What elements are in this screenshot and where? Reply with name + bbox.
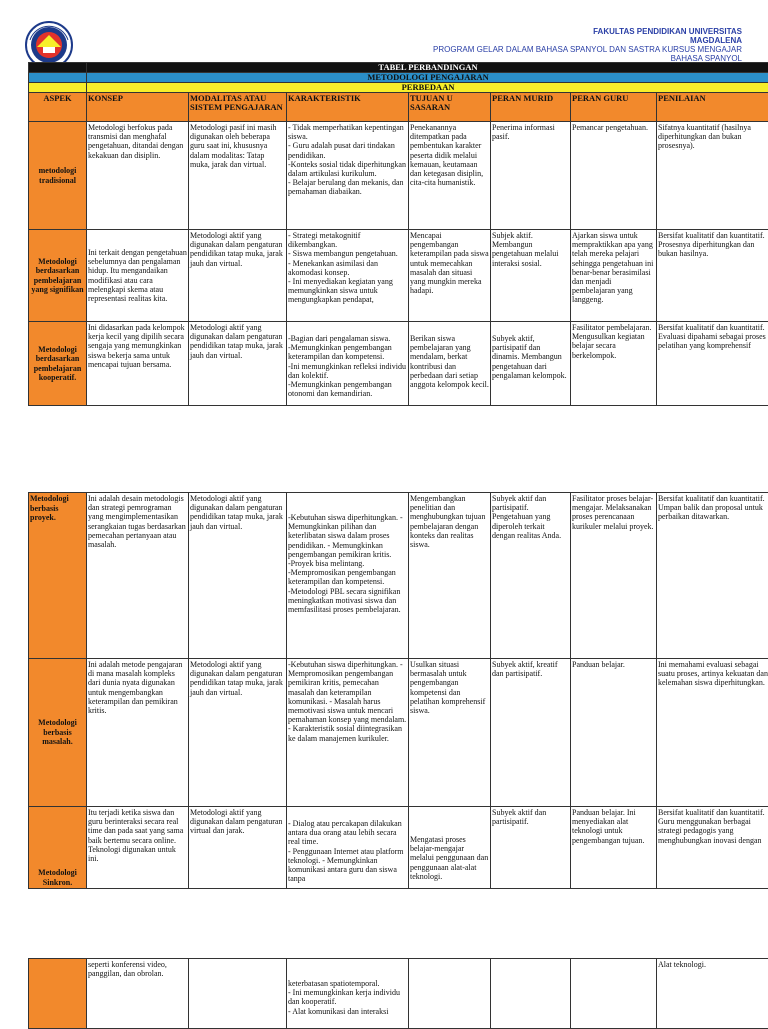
- cell-modalitas: Metodologi aktif yang digunakan dalam pengaturan pendidikan tatap muka, jarak jauh dan virtual.: [189, 322, 287, 406]
- table-title: TABEL PERBANDINGAN: [87, 63, 768, 73]
- cell-guru: Fasilitator pembelajaran. Mengusulkan kegiatan belajar secara berkelompok.: [571, 322, 657, 406]
- cell-konsep: Itu terjadi ketika siswa dan guru berinteraksi secara real time dan pada saat yang sama baik bertemu secara online. Teknologi digunakan untuk ini.: [87, 807, 189, 889]
- header-line-2: MAGDALENA: [362, 36, 742, 45]
- cell-modalitas: Metodologi aktif yang digunakan dalam pengaturan pendidikan tatap muka, jarak jauh dan virtual.: [189, 659, 287, 807]
- table-row: [29, 230, 768, 322]
- col-header-aspek: ASPEK: [29, 93, 87, 122]
- cell-konsep: Ini adalah desain metodologis dan strategi pemrograman yang mengimplementasikan serangkaian tugas berdasarkan pemecahan pertanyaan atau masalah.: [87, 493, 189, 659]
- comparison-table-part-2: [28, 492, 768, 889]
- cell-konsep: seperti konferensi video, panggilan, dan obrolan.: [87, 959, 189, 1029]
- table-row: [29, 493, 768, 659]
- header-line-1: FAKULTAS PENDIDIKAN UNIVERSITAS: [362, 27, 742, 36]
- cell-konsep: Ini terkait dengan pengetahuan sebelumnya dan pengalaman hidup. Itu mengandaikan modifikasi atau cara melengkapi skema atau representasi realitas kita.: [87, 230, 189, 322]
- cell-guru: Panduan belajar.: [571, 659, 657, 807]
- cell-tujuan: Usulkan situasi bermasalah untuk pengembangan kompetensi dan pelatihan komprehensif siswa.: [409, 659, 491, 807]
- table-row: [29, 659, 768, 807]
- row-aspect: [29, 959, 87, 1029]
- cell-murid: Subjek aktif. Membangun pengetahuan melalui interaksi sosial.: [491, 230, 571, 322]
- cell-karakteristik: -Kebutuhan siswa diperhitungkan. -Mempromosikan pengembangan pemikiran kritis, pemecahan masalah dan keterampilan komunikasi. - Masalah harus memotivasi siswa untuk mencari pemahaman konsep yang mendalam. - Karakteristik sosial diintegrasikan ke dalam manajemen kurikuler.: [287, 659, 409, 807]
- col-header-konsep: KONSEP: [87, 93, 189, 122]
- row-aspect: metodologi tradisional: [29, 122, 87, 230]
- cell-konsep: Ini didasarkan pada kelompok kerja kecil yang dipilih secara sengaja yang memungkinkan siswa bekerja sama untuk mencapai tujuan bersama.: [87, 322, 189, 406]
- cell-murid: Subyek aktif dan partisipatif.: [491, 807, 571, 889]
- cell-murid: [491, 959, 571, 1029]
- cell-guru: Pemancar pengetahuan.: [571, 122, 657, 230]
- header-line-3: PROGRAM GELAR DALAM BAHASA SPANYOL DAN SASTRA KURSUS MENGAJAR: [362, 45, 742, 54]
- cell-modalitas: Metodologi aktif yang digunakan dalam pengaturan pendidikan tatap muka, jarak jauh dan virtual.: [189, 493, 287, 659]
- row-aspect: Metodologi Sinkron.: [29, 807, 87, 889]
- cell-karakteristik: -Kebutuhan siswa diperhitungkan. -Memungkinkan pilihan dan keterlibatan siswa dalam proses pendidikan. - Memungkinkan pengembangan pemikiran kritis. -Proyek bisa melintang. -Mempromosikan pengembangan keterampilan dan kompetensi. -Metodologi PBL secara signifikan meningkatkan motivasi siswa dan memfasilitasi proses pembelajaran.: [287, 493, 409, 659]
- table-row: [29, 959, 768, 1029]
- cell-penilaian: Bersifat kualitatif dan kuantitatif. Prosesnya diperhitungkan dan bukan hasilnya.: [657, 230, 768, 322]
- table-subtitle: METODOLOGI PENGAJARAN: [87, 73, 768, 83]
- comparison-table-part-3: [28, 958, 768, 1029]
- cell-penilaian: Bersifat kualitatif dan kuantitatif. Guru menggunakan berbagai strategi pedagogis yang menghubungkan inovasi dengan: [657, 807, 768, 889]
- row-aspect: Metodologi berbasis masalah.: [29, 659, 87, 807]
- col-header-murid: PERAN MURID: [491, 93, 571, 122]
- cell-penilaian: Alat teknologi.: [657, 959, 768, 1029]
- cell-tujuan: [409, 959, 491, 1029]
- cell-guru: Ajarkan siswa untuk mempraktikkan apa yang telah mereka pelajari sehingga pengetahuan ini benar-benar berasimilasi dan menjadi pembelajaran yang langgeng.: [571, 230, 657, 322]
- cell-murid: Subyek aktif dan partisipatif. Pengetahuan yang diperoleh terkait dengan realitas Anda.: [491, 493, 571, 659]
- cell-penilaian: Bersifat kualitatif dan kuantitatif. Evaluasi dipahami sebagai proses pelatihan yang komprehensif: [657, 322, 768, 406]
- col-header-modalitas: MODALITAS ATAU SISTEM PENGAJARAN: [189, 93, 287, 122]
- comparison-table-part-1: [28, 62, 768, 406]
- cell-tujuan: Berikan siswa pembelajaran yang mendalam, berkat kontribusi dan perbedaan dari setiap anggota kelompok kecil.: [409, 322, 491, 406]
- row-aspect: Metodologi berdasarkan pembelajaran kooperatif.: [29, 322, 87, 406]
- cell-guru: [571, 959, 657, 1029]
- cell-murid: Penerima informasi pasif.: [491, 122, 571, 230]
- col-header-tujuan: TUJUAN U SASARAN: [409, 93, 491, 122]
- cell-tujuan: Penekanannya ditempatkan pada pembentukan karakter peserta didik melalui kemauan, keutamaan dan ketegasan disiplin, cita-cita humanistik.: [409, 122, 491, 230]
- cell-modalitas: [189, 959, 287, 1029]
- header-line-4: BAHASA SPANYOL: [362, 54, 742, 63]
- table-row: [29, 807, 768, 889]
- cell-tujuan: Mengatasi proses belajar-mengajar melalui penggunaan dan penggunaan alat-alat teknologi.: [409, 807, 491, 889]
- table-diff-label: PERBEDAAN: [87, 83, 768, 93]
- col-header-penilaian: PENILAIAN: [657, 93, 768, 122]
- cell-guru: Fasilitator proses belajar-mengajar. Melaksanakan proses perencanaan kurikuler melalui proyek.: [571, 493, 657, 659]
- cell-konsep: Metodologi berfokus pada transmisi dan menghafal pengetahuan, ditandai dengan kekakuan dan disiplin.: [87, 122, 189, 230]
- cell-penilaian: Bersifat kualitatif dan kuantitatif. Umpan balik dan proposal untuk perbaikan ditawarkan.: [657, 493, 768, 659]
- cell-murid: Subyek aktif, partisipatif dan dinamis. Membangun pengetahuan dari pengalaman kelompok.: [491, 322, 571, 406]
- cell-guru: Panduan belajar. Ini menyediakan alat teknologi untuk pengembangan tujuan.: [571, 807, 657, 889]
- cell-tujuan: Mencapai pengembangan keterampilan pada siswa untuk memecahkan masalah dan situasi yang mungkin mereka hadapi.: [409, 230, 491, 322]
- cell-karakteristik: - Strategi metakognitif dikembangkan. - Siswa membangun pengetahuan. - Menekankan asimilasi dan akomodasi konsep. - Ini menyediakan kegiatan yang memungkinkan siswa untuk mengungkapkan pendapat,: [287, 230, 409, 322]
- cell-modalitas: Metodologi aktif yang digunakan dalam pengaturan pendidikan tatap muka, jarak jauh dan virtual.: [189, 230, 287, 322]
- cell-konsep: Ini adalah metode pengajaran di mana masalah kompleks dari dunia nyata digunakan untuk mengembangkan keterampilan dan pemikiran kritis.: [87, 659, 189, 807]
- cell-penilaian: Ini memahami evaluasi sebagai suatu proses, artinya kekuatan dan kelemahan siswa diperhitungkan.: [657, 659, 768, 807]
- table-row: [29, 122, 768, 230]
- cell-murid: Subyek aktif, kreatif dan partisipatif.: [491, 659, 571, 807]
- col-header-guru: PERAN GURU: [571, 93, 657, 122]
- cell-karakteristik: keterbatasan spatiotemporal. - Ini memungkinkan kerja individu dan kooperatif. - Alat komunikasi dan interaksi: [287, 959, 409, 1029]
- cell-penilaian: Sifatnya kuantitatif (hasilnya diperhitungkan dan bukan prosesnya).: [657, 122, 768, 230]
- cell-karakteristik: -Bagian dari pengalaman siswa. -Memungkinkan pengembangan keterampilan dan kompetensi. -Ini memungkinkan refleksi individu dan kolektif. -Memungkinkan pengembangan otonomi dan kemandirian.: [287, 322, 409, 406]
- col-header-karakteristik: KARAKTERISTIK: [287, 93, 409, 122]
- table-row: [29, 322, 768, 406]
- cell-karakteristik: - Dialog atau percakapan dilakukan antara dua orang atau lebih secara real time. - Penggunaan Internet atau platform teknologi. - Memungkinkan komunikasi antara guru dan siswa tanpa: [287, 807, 409, 889]
- cell-modalitas: Metodologi aktif yang digunakan dalam pengaturan virtual dan jarak.: [189, 807, 287, 889]
- cell-modalitas: Metodologi pasif ini masih digunakan oleh beberapa guru saat ini, khususnya dalam modalitas: Tatap muka, jarak dan virtual.: [189, 122, 287, 230]
- row-aspect: Metodologi berbasis proyek.: [29, 493, 87, 659]
- cell-karakteristik: - Tidak memperhatikan kepentingan siswa. - Guru adalah pusat dari tindakan pendidikan. -Konteks sosial tidak diperhitungkan dalam artikulasi kurikulum. - Belajar berulang dan mekanis, dan pemahaman diabaikan.: [287, 122, 409, 230]
- faculty-header: [362, 27, 742, 63]
- cell-tujuan: Mengembangkan penelitian dan menghubungkan tujuan pembelajaran dengan konteks dan realitas siswa.: [409, 493, 491, 659]
- row-aspect: Metodologi berdasarkan pembelajaran yang signifikan: [29, 230, 87, 322]
